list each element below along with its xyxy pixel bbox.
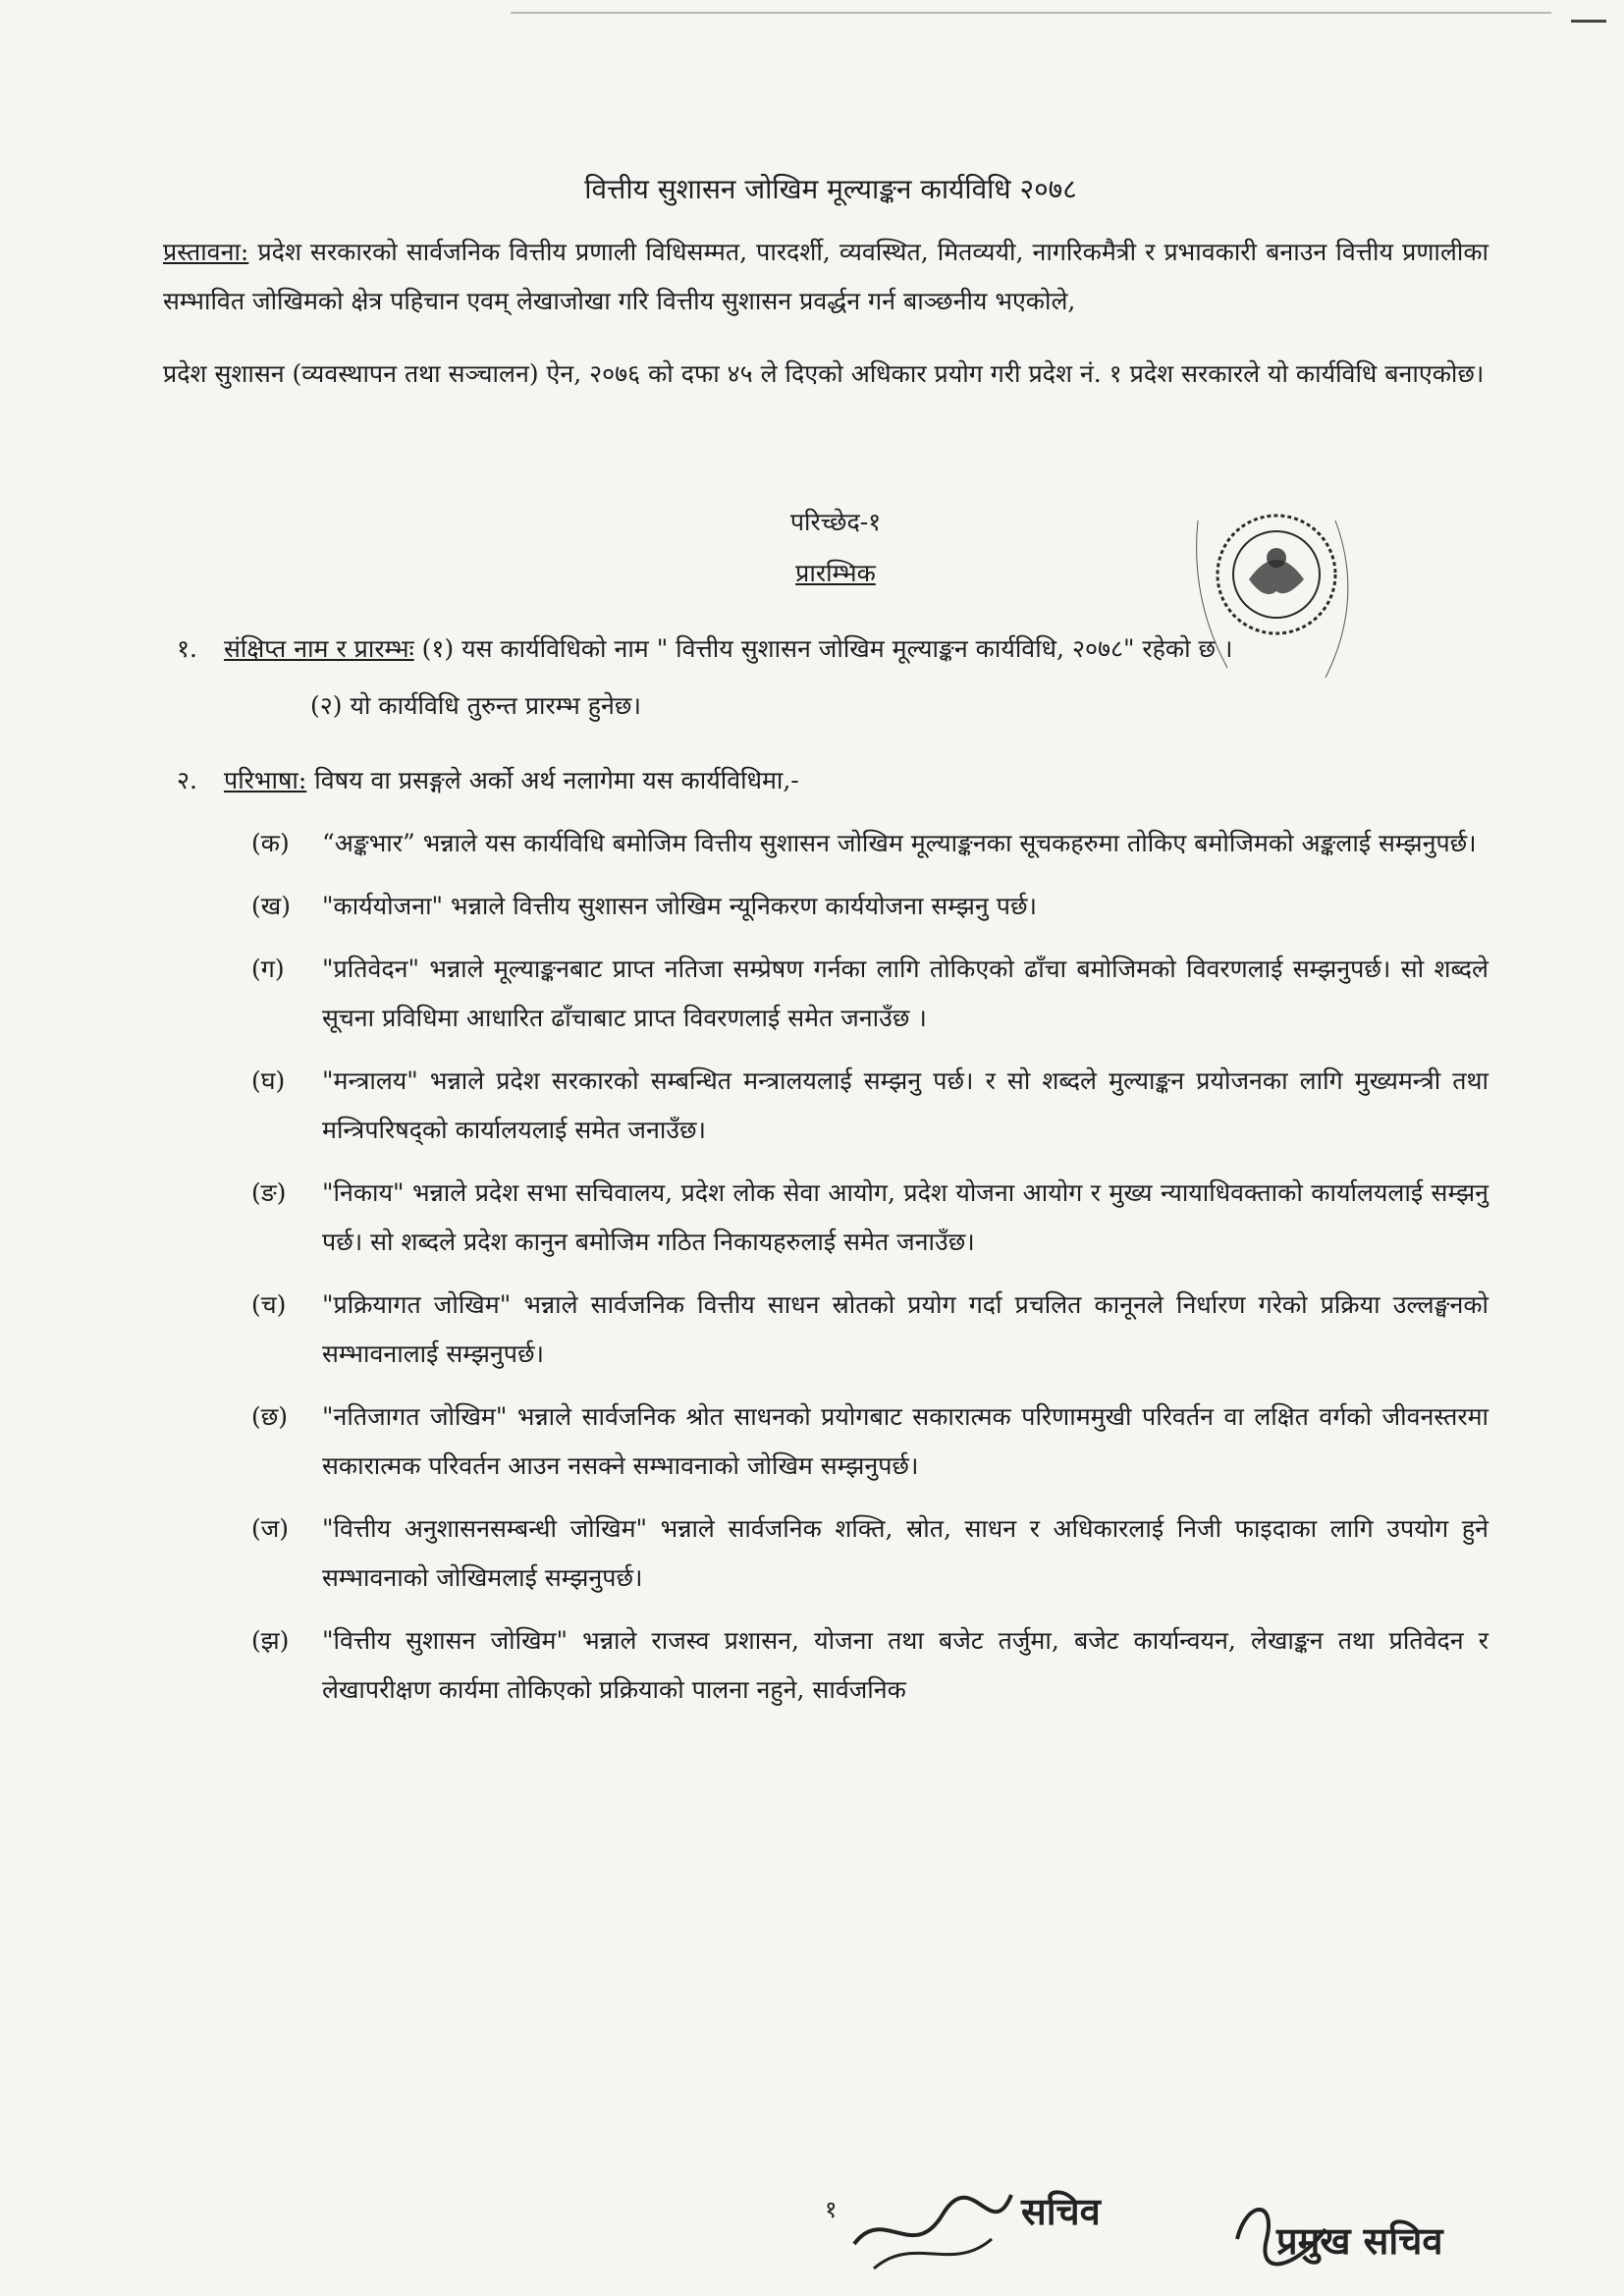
scan-top-dash: [1571, 20, 1606, 23]
definition-text: "नतिजागत जोखिम" भन्नाले सार्वजनिक श्रोत साधनको प्रयोगबाट सकारात्मक परिणाममुखी परिवर्तन वा लक्षित वर्गको जीवनस्तरमा सकारात्मक परिवर्तन आउन नसक्ने सम्भावनाको जोखिम सम्झनुपर्छ।: [322, 1402, 1489, 1480]
definition-label: (ख): [251, 892, 291, 920]
page-number: १: [825, 2196, 838, 2223]
definition-label: (झ): [251, 1626, 290, 1655]
definition-text: "कार्ययोजना" भन्नाले वित्तीय सुशासन जोखिम न्यूनिकरण कार्ययोजना सम्झनु पर्छ।: [322, 892, 1037, 920]
definition-ja: [251, 1504, 1489, 1603]
document-title: वित्तीय सुशासन जोखिम मूल्याङ्कन कार्यविधि २०७८: [584, 173, 1077, 205]
definition-nga: [251, 1169, 1489, 1267]
section-label: परिभाषा:: [224, 766, 307, 794]
section-text: विषय वा प्रसङ्गले अर्को अर्थ नलागेमा यस कार्यविधिमा,-: [306, 766, 799, 794]
section-label: संक्षिप्त नाम र प्रारम्भः: [224, 634, 414, 663]
definition-cha: [251, 1281, 1489, 1379]
definition-label: (च): [251, 1290, 287, 1319]
definition-gha: [251, 1057, 1489, 1155]
definition-label: (छ): [251, 1402, 289, 1431]
enactment-paragraph: प्रदेश सुशासन (व्यवस्थापन तथा सञ्चालन) ऐन, २०७६ को दफा ४५ ले दिएको अधिकार प्रयोग गरी प्रदेश नं. १ प्रदेश सरकारले यो कार्यविधि बनाएकोछ।: [163, 359, 1485, 388]
page-footer: [805, 2175, 1532, 2283]
definition-text: "मन्त्रालय" भन्नाले प्रदेश सरकारको सम्बन्धित मन्त्रालयलाई सम्झनु पर्छ। र सो शब्दले मुल्याङ्कन प्रयोजनका लागि मुख्यमन्त्री तथा मन्त्रिपरिषद्को कार्यालयलाई समेत जनाउँछ।: [322, 1066, 1489, 1144]
definition-kha: [251, 882, 1489, 931]
section-number: २.: [177, 766, 197, 794]
chapter-title: प्रारम्भिक: [795, 559, 876, 587]
preamble-text: प्रदेश सरकारको सार्वजनिक वित्तीय प्रणाली विधिसम्मत, पारदर्शी, व्यवस्थित, मितव्ययी, नागरिकमैत्री र प्रभावकारी बनाउन वित्तीय प्रणालीका सम्भावित जोखिमको क्षेत्र पहिचान एवम् लेखाजोखा गरि वित्तीय सुशासन प्रवर्द्धन गर्न बाञ्छनीय भएकोले,: [163, 238, 1489, 315]
definition-ka: [251, 819, 1489, 868]
definition-chha: [251, 1393, 1489, 1491]
section-number: १.: [177, 634, 197, 663]
section-text: (१) यस कार्यविधिको नाम " वित्तीय सुशासन जोखिम मूल्याङ्कन कार्यविधि, २०७८" रहेको छ ।: [413, 634, 1233, 663]
definition-text: "निकाय" भन्नाले प्रदेश सभा सचिवालय, प्रदेश लोक सेवा आयोग, प्रदेश योजना आयोग र मुख्य न्यायाधिवक्ताको कार्यालयलाई सम्झनु पर्छ। सो शब्दले प्रदेश कानुन बमोजिम गठित निकायहरुलाई समेत जनाउँछ।: [322, 1178, 1489, 1256]
definition-label: (ज): [251, 1514, 290, 1543]
definition-label: (ग): [251, 955, 285, 983]
scan-top-rule: [511, 12, 1551, 14]
chapter-number: परिच्छेद-१: [789, 508, 882, 536]
definition-label: (क): [251, 829, 290, 857]
definition-label: (ङ): [251, 1178, 287, 1207]
preamble-label: प्रस्तावना:: [163, 238, 249, 266]
definition-jha: [251, 1616, 1489, 1715]
definition-label: (घ): [251, 1066, 286, 1095]
official-seal-stamp: [1139, 481, 1394, 717]
definition-text: "प्रक्रियागत जोखिम" भन्नाले सार्वजनिक वित्तीय साधन स्रोतको प्रयोग गर्दा प्रचलित कानूनले निर्धारण गरेको प्रक्रिया उल्लङ्घनको सम्भावनालाई सम्झनुपर्छ।: [322, 1290, 1489, 1368]
section-1-subclause-2: (२) यो कार्यविधि तुरुन्त प्रारम्भ हुनेछ।: [310, 691, 641, 720]
section-2: [163, 756, 1489, 805]
section-body: [224, 756, 1489, 805]
document-body: [163, 165, 1489, 1715]
signature-label-secretary: सचिव: [1021, 2190, 1101, 2233]
definition-text: "वित्तीय सुशासन जोखिम" भन्नाले राजस्व प्रशासन, योजना तथा बजेट तर्जुमा, बजेट कार्यान्वयन, लेखाङ्कन तथा प्रतिवेदन र लेखापरीक्षण कार्यमा तोकिएको प्रक्रियाको पालना नहुने, सार्वजनिक: [322, 1626, 1489, 1704]
definition-ga: [251, 945, 1489, 1043]
definition-text: "वित्तीय अनुशासनसम्बन्धी जोखिम" भन्नाले सार्वजनिक शक्ति, स्रोत, साधन र अधिकारलाई निजी फाइदाका लागि उपयोग हुने सम्भावनाको जोखिमलाई सम्झनुपर्छ।: [322, 1514, 1489, 1592]
preamble-paragraph: [163, 228, 1489, 326]
definition-text: “अङ्कभार” भन्नाले यस कार्यविधि बमोजिम वित्तीय सुशासन जोखिम मूल्याङ्कनका सूचकहरुमा तोकिए बमोजिमको अङ्कलाई सम्झनुपर्छ।: [322, 829, 1477, 857]
signature-label-chief-secretary: प्रमुख सचिव: [1276, 2219, 1443, 2263]
definition-text: "प्रतिवेदन" भन्नाले मूल्याङ्कनबाट प्राप्त नतिजा सम्प्रेषण गर्नका लागि तोकिएको ढाँचा बमोजिमको विवरणलाई सम्झनुपर्छ। सो शब्दले सूचना प्रविधिमा आधारित ढाँचाबाट प्राप्त विवरणलाई समेत जनाउँछ ।: [322, 955, 1489, 1032]
